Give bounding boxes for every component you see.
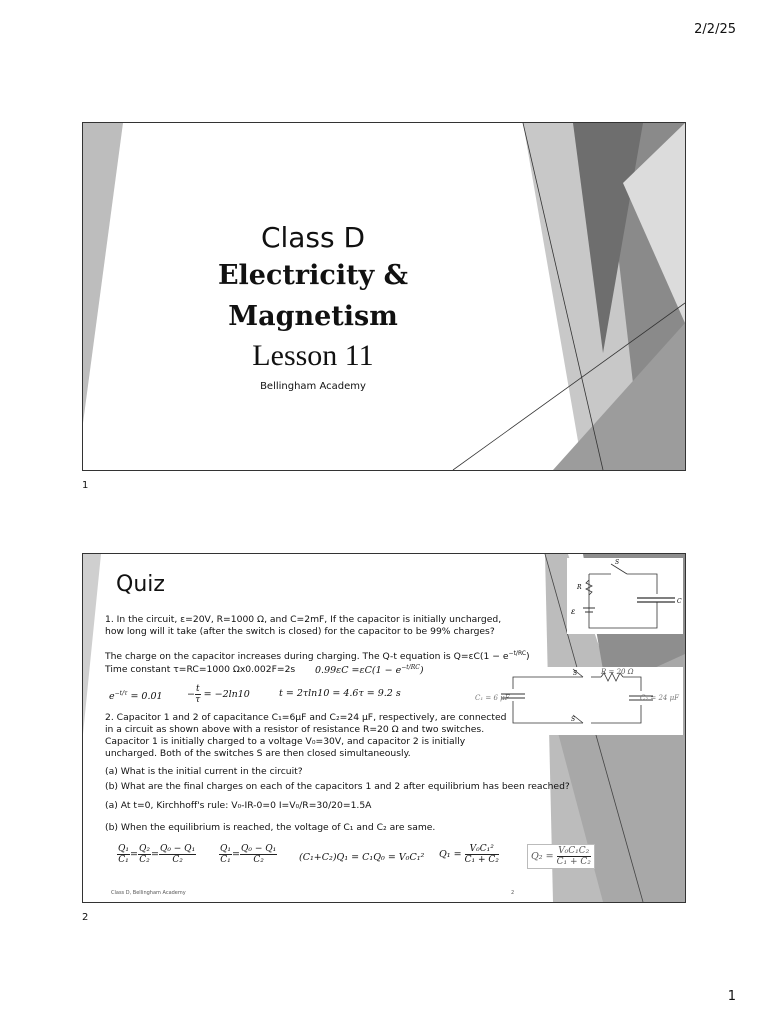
slide-1-subtitle: Bellingham Academy xyxy=(260,381,366,392)
page-date: 2/2/25 xyxy=(694,22,736,37)
a2-eq-mid: (C₁+C₂)Q₁ = C₁Q₀ = V₀C₁² xyxy=(299,852,425,863)
two-capacitor-circuit-figure xyxy=(473,667,683,735)
a1-eq3-base: e xyxy=(109,691,115,703)
slide-2-title: Quiz xyxy=(116,572,165,597)
a2-eq-ratio2: $\frac{\text{Q₁}}{\text{C₁}}$ = $\frac{\text{Q₀ − Q₁}}{\text{C₂}}$ xyxy=(220,844,277,865)
a1-eq3 xyxy=(109,688,163,703)
slide-1-number: 1 xyxy=(82,480,89,491)
q2-line3: Capacitor 1 is initially charged to a voltage V₀=30V, and capacitor 2 is initially xyxy=(105,736,466,747)
a2-eq-q2: Q₂ = $\frac{\text{V₀C₁C₂}}{\text{C₁ + C₂}}$ xyxy=(527,844,595,869)
a1-eq2: $0.99\varepsilon C =\varepsilon C(1 - e^{-t/RC})$ xyxy=(315,664,424,677)
a1-eq5: t = 2τln10 = 4.6τ = 9.2 s xyxy=(279,688,401,699)
slide-2-footer-number: 2 xyxy=(511,890,515,896)
slide-1-title-line3: Magnetism xyxy=(228,301,398,332)
rc-circuit-figure xyxy=(567,558,683,634)
a1-eq2-text: 0.99εC =εC(1 − e xyxy=(315,665,402,677)
q2-part-a: (a) What is the initial current in the circuit? xyxy=(105,766,303,777)
slide-1 xyxy=(82,122,686,471)
slide-1-title-line4: Lesson 11 xyxy=(252,339,374,372)
a1-line1: The charge on the capacitor increases during charging. The Q-t equation is $Q=\varepsilon C(1 - e^{-t/RC})$ xyxy=(105,650,530,663)
fig2-s1-label: S xyxy=(573,670,578,677)
fig1-c-label: C xyxy=(677,598,682,605)
fig2-s2-label: S xyxy=(571,716,576,723)
fig1-e-label: ε xyxy=(571,607,576,616)
q2-line4: uncharged. Both of the switches S are then closed simultaneously. xyxy=(105,748,411,759)
fig2-c2-label: C₂ = 24 μF xyxy=(640,694,680,702)
page-number: 1 xyxy=(727,989,736,1004)
a1-eq2-exponent: −t/RC xyxy=(401,664,420,671)
fig1-s-label: S xyxy=(615,559,620,566)
slide-1-title-line2: Electricity & xyxy=(217,260,409,291)
q2-part-b: (b) What are the final charges on each of the capacitors 1 and 2 after equilibrium has been reached? xyxy=(105,781,570,792)
a2-part-b: (b) When the equilibrium is reached, the voltage of C₁ and C₂ are same. xyxy=(105,822,436,833)
q1-line2: how long will it take (after the switch is closed) for the capacitor to be 99% charges? xyxy=(105,626,495,637)
q1-line1: 1. In the circuit, ε=20V, R=1000 Ω, and C=2mF, If the capacitor is initially uncharged, xyxy=(105,614,502,625)
fig1-r-label: R xyxy=(577,584,582,591)
q2-line1: 2. Capacitor 1 and 2 of capacitance C₁=6μF and C₂=24 μF, respectively, are connected xyxy=(105,712,507,723)
slide-1-title-line1: Class D xyxy=(260,221,366,254)
a1-eq3-exponent: −t/τ xyxy=(114,690,128,697)
slide-1-title-block xyxy=(83,221,543,392)
a1-eq3-rhs: = 0.01 xyxy=(130,691,163,703)
a2-eq-q1: Q₁ = $\frac{\text{V₀C₁²}}{\text{C₁ + C₂}}$ xyxy=(439,844,499,865)
a1-eq4-rhs: = −2ln10 xyxy=(203,689,250,700)
a1-eq4: − $\frac{t}{\tau}$ = −2ln10 xyxy=(187,684,250,705)
slide-2-footer: Class D, Bellingham Academy xyxy=(111,890,186,896)
fig2-c1-label: C₁ = 6 μF xyxy=(475,694,510,702)
q2-line2: in a circuit as shown above with a resistor of resistance R=20 Ω and two switches. xyxy=(105,724,485,735)
a1-line1-exponent: −t/RC xyxy=(508,650,527,657)
a1-line1-text: The charge on the capacitor increases during charging. The Q-t equation is Q=εC(1 − e xyxy=(105,651,509,663)
a2-part-a: (a) At t=0, Kirchhoff's rule: V₀-IR-0=0 I=V₀/R=30/20=1.5A xyxy=(105,800,372,811)
fig2-r-label: R = 20 Ω xyxy=(601,668,634,676)
a1-line2: Time constant τ=RC=1000 Ωx0.002F=2s xyxy=(105,664,296,675)
slide-2-number: 2 xyxy=(82,912,89,923)
a2-eq-ratios: $\frac{\text{Q₁}}{\text{C₁}}$ = $\frac{\text{Q₂}}{\text{C₂}}$ = $\frac{\text{Q₀ − Q₁}}{\text{C₂}}$ xyxy=(118,844,196,865)
slide-2 xyxy=(82,553,686,903)
a1-eq4-minus: − xyxy=(187,689,195,700)
